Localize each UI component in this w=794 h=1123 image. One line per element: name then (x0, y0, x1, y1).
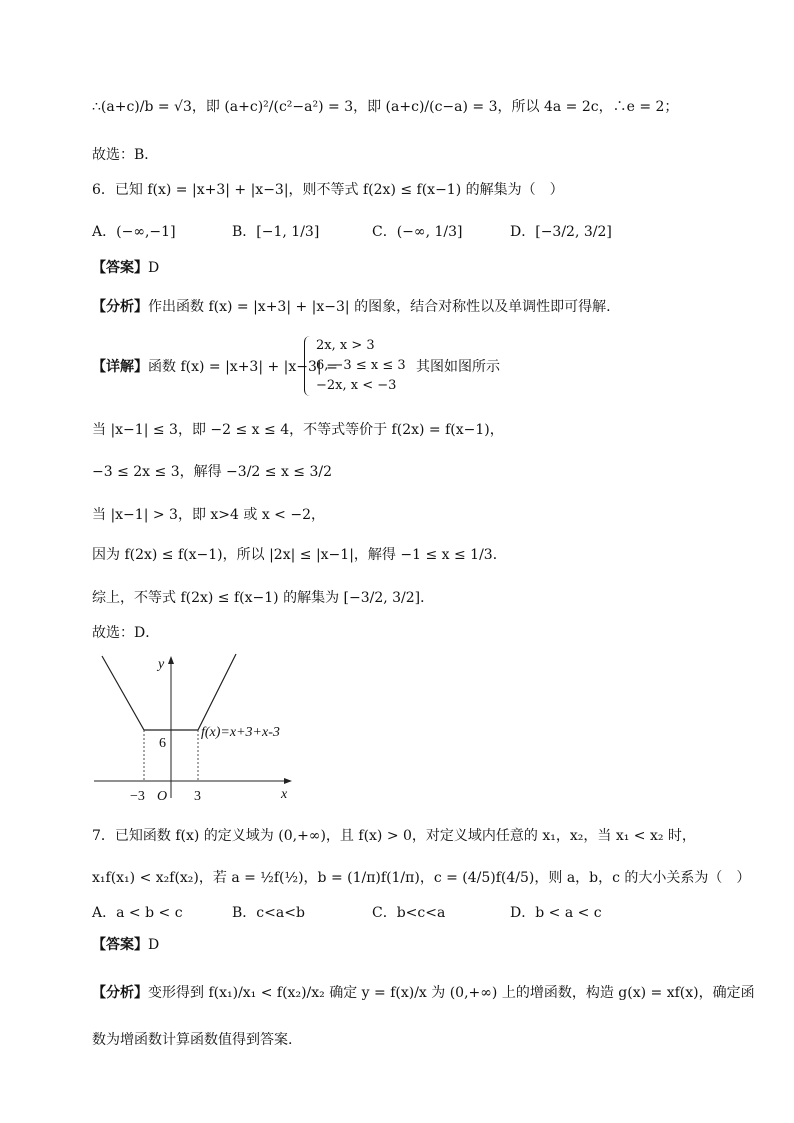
solution-line-1: ∴(a+c)/b = √3，即 (a+c)²/(c²−a²) = 3，即 (a+c)/(c−a) = 3，所以 4a = 2c，∴e = 2； (92, 99, 679, 115)
answer-value: D (148, 260, 160, 276)
q7-option-a (92, 903, 183, 923)
option-label: D． (510, 224, 536, 240)
x-axis-arrow (284, 778, 292, 784)
analysis-tag: 【分析】 (92, 985, 148, 1001)
option-label: C． (372, 905, 397, 921)
analysis-text: 作出函数 f(x) = |x+3| + |x−3| 的图象，结合对称性以及单调性即可得解. (148, 299, 611, 315)
question-7b: x₁f(x₁) < x₂f(x₂)，若 a = ½f(½)，b = (1/π)f(1/π)，c = (4/5)f(4/5)，则 a，b，c 的大小关系为（ ） (92, 870, 751, 886)
answer-tag: 【答案】 (92, 937, 148, 953)
analysis-text: 变形得到 f(x₁)/x₁ < f(x₂)/x₂ 确定 y = f(x)/x 为 (0,+∞) 上的增函数，构造 g(x) = xf(x)，确定函 (148, 985, 755, 1001)
function-graph (88, 648, 308, 808)
question-7a: 7．已知函数 f(x) 的定义域为 (0,+∞)，且 f(x) > 0，对定义域内任意的 x₁，x₂，当 x₁ < x₂ 时， (92, 828, 696, 844)
piecewise-cases (316, 336, 406, 396)
tick-pos3: 3 (194, 789, 201, 804)
q7-option-d (510, 903, 602, 923)
piece-case-3: −2x, x < −3 (316, 378, 397, 393)
tick-neg3: −3 (130, 789, 145, 804)
step-1: 当 |x−1| ≤ 3，即 −2 ≤ x ≤ 4，不等式等价于 f(2x) = f(x−1)， (92, 422, 504, 438)
q7-answer (92, 935, 159, 955)
detail-text: 函数 f(x) = |x+3| + |x−3| = (148, 359, 338, 375)
q7-option-c (372, 903, 445, 923)
option-value: b<c<a (396, 905, 446, 921)
q6-option-d (510, 222, 612, 242)
step-4: 因为 f(2x) ≤ f(x−1)，所以 |2x| ≤ |x−1|，解得 −1 ≤ x ≤ 1/3． (92, 547, 507, 563)
option-value: c<a<b (256, 905, 305, 921)
option-label: B． (232, 905, 257, 921)
option-value: (−∞,−1] (116, 224, 176, 240)
y-axis-label: y (158, 657, 165, 672)
answer-value: D (148, 937, 160, 953)
option-value: [−1, 1/3] (256, 224, 320, 240)
step-2: −3 ≤ 2x ≤ 3，解得 −3/2 ≤ x ≤ 3/2 (92, 464, 333, 480)
option-value: a < b < c (116, 905, 183, 921)
level-6-label: 6 (159, 736, 166, 751)
q6-option-a (92, 222, 176, 242)
step-6: 故选：D． (92, 625, 160, 641)
step-5: 综上，不等式 f(2x) ≤ f(x−1) 的解集为 [−3/2, 3/2]． (92, 590, 435, 606)
step-3: 当 |x−1| > 3，即 x>4 或 x < −2， (92, 507, 326, 523)
origin-label: O (157, 789, 168, 804)
q6-answer (92, 258, 159, 278)
option-value: [−3/2, 3/2] (535, 224, 612, 240)
option-label: B． (232, 224, 257, 240)
option-label: A． (92, 224, 117, 240)
choice-line-b: 故选：B． (92, 147, 159, 163)
option-label: A． (92, 905, 117, 921)
q6-analysis (92, 297, 611, 317)
piece-case-1: 2x, x > 3 (316, 338, 375, 353)
y-axis-arrow (168, 656, 174, 664)
analysis-tag: 【分析】 (92, 299, 148, 315)
q7-analysis-cont: 数为增函数计算函数值得到答案. (92, 1032, 293, 1048)
detail-post: 其图如图所示 (416, 359, 500, 375)
answer-tag: 【答案】 (92, 260, 148, 276)
option-label: D． (510, 905, 536, 921)
option-value: b < a < c (535, 905, 602, 921)
q6-option-c (372, 222, 462, 242)
question-6: 6．已知 f(x) = |x+3| + |x−3|，则不等式 f(2x) ≤ f(x−1) 的解集为（ ） (92, 182, 564, 198)
q7-analysis (92, 983, 755, 1003)
function-curve (102, 654, 236, 730)
option-label: C． (372, 224, 397, 240)
detail-tag: 【详解】 (92, 359, 148, 375)
option-value: (−∞, 1/3] (396, 224, 463, 240)
function-label: f(x)=x+3+x-3 (201, 725, 280, 740)
x-axis-label: x (281, 787, 288, 802)
q7-option-b (232, 903, 305, 923)
q6-option-b (232, 222, 319, 242)
q6-detail (92, 357, 338, 377)
piece-case-2: 6, −3 ≤ x ≤ 3 (316, 358, 406, 373)
